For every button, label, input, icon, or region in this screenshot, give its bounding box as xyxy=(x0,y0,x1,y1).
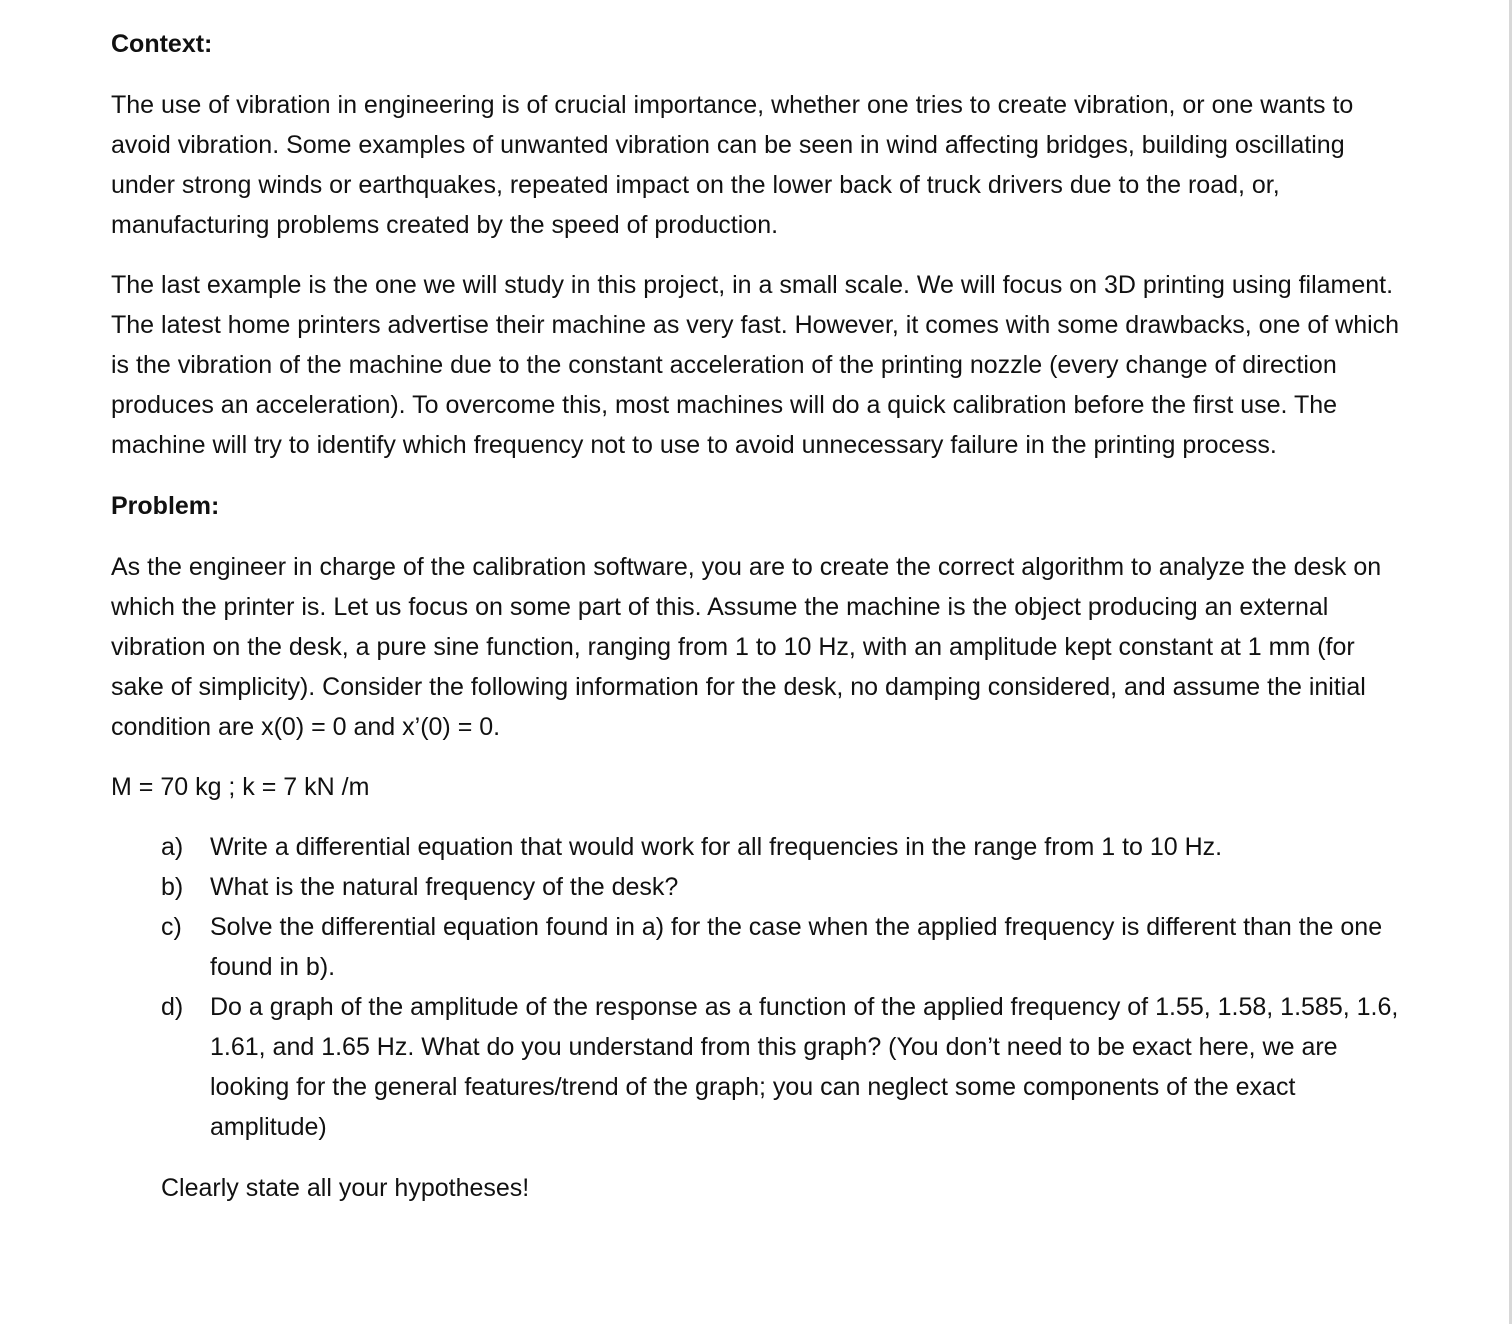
context-paragraph-2: The last example is the one we will study in this project, in a small scale. We will focus on 3D printing using filament. The latest home printers advertise their machine as very fast. However, it comes with some drawbacks, one of which is the vibration of the machine due to the constant acceleration of the printing nozzle (every change of direction produces an acceleration). To overcome this, most machines will do a quick calibration before the first use. The machine will try to identify which frequency not to use to avoid unnecessary failure in the printing process. xyxy=(111,271,1400,459)
context-paragraph-1: The use of vibration in engineering is of crucial importance, whether one tries to create vibration, or one wants to avoid vibration. Some examples of unwanted vibration can be seen in wind affecting bridges, building oscillating under strong winds or earthquakes, repeated impact on the lower back of truck drivers due to the road, or, manufacturing problems created by the speed of production. xyxy=(111,91,1354,239)
question-marker: b) xyxy=(161,873,184,901)
question-item-d xyxy=(161,987,1401,1147)
given-values: M = 70 kg ; k = 7 kN /m xyxy=(111,773,370,801)
question-list xyxy=(161,827,1401,1147)
question-text: Do a graph of the amplitude of the response as a function of the applied frequency of 1.55, 1.58, 1.585, 1.6, 1.61, and 1.65 Hz. What do you understand from this graph? (You don’t need to be exact here, we are looking for the general features/trend of the graph; you can neglect some components of the exact amplitude) xyxy=(210,993,1399,1141)
question-text: Solve the differential equation found in a) for the case when the applied frequency is different than the one found in b). xyxy=(210,913,1383,981)
question-text: What is the natural frequency of the desk? xyxy=(210,873,679,901)
question-marker: d) xyxy=(161,993,184,1021)
context-heading: Context: xyxy=(111,30,213,58)
problem-heading: Problem: xyxy=(111,492,220,520)
question-marker: c) xyxy=(161,913,182,941)
question-item-a xyxy=(161,827,1401,867)
question-item-b xyxy=(161,867,1401,907)
question-item-c xyxy=(161,907,1401,987)
question-marker: a) xyxy=(161,833,184,861)
closing-statement: Clearly state all your hypotheses! xyxy=(161,1174,530,1202)
document-content xyxy=(111,24,1401,1208)
question-text: Write a differential equation that would work for all frequencies in the range from 1 to 10 Hz. xyxy=(210,833,1223,861)
problem-paragraph: As the engineer in charge of the calibration software, you are to create the correct algorithm to analyze the desk on which the printer is. Let us focus on some part of this. Assume the machine is the object producing an external vibration on the desk, a pure sine function, ranging from 1 to 10 Hz, with an amplitude kept constant at 1 mm (for sake of simplicity). Consider the following information for the desk, no damping considered, and assume the initial condition are x(0) = 0 and x’(0) = 0. xyxy=(111,553,1382,741)
